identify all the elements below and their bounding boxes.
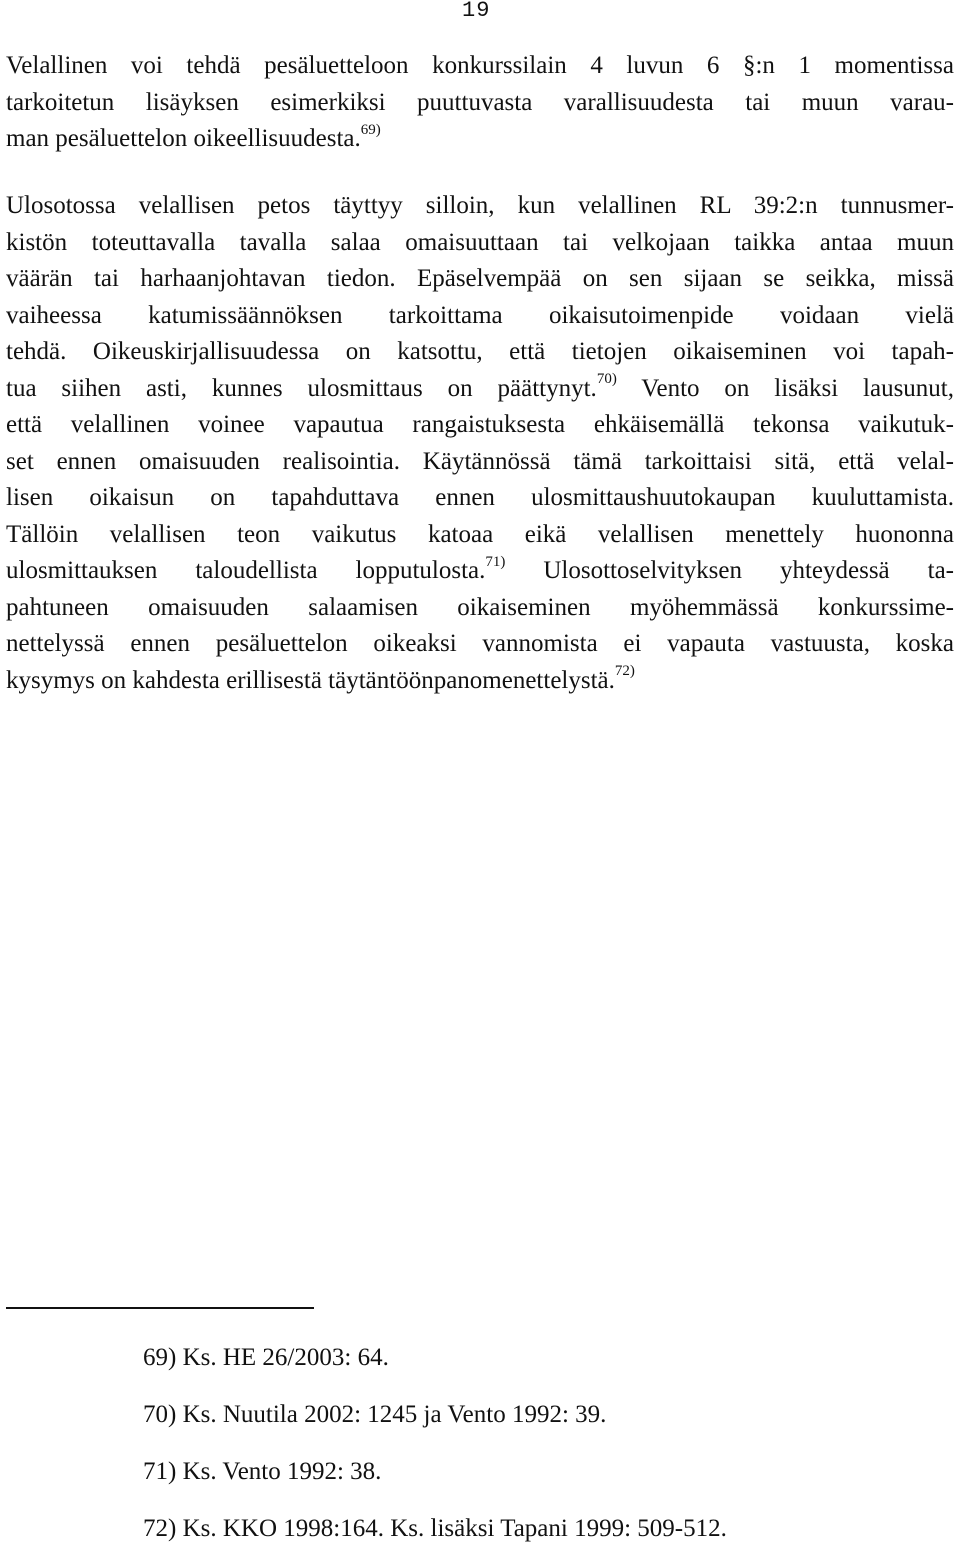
paragraph-line: tehdä. Oikeuskirjallisuudessa on katsottu, että tietojen oikaiseminen voi tapah- (6, 338, 954, 365)
footnote-ref-71[interactable]: 71) (485, 553, 506, 570)
paragraph-line: kistön toteuttavalla tavalla salaa omaisuuttaan tai velkojaan taikka antaa muun (6, 228, 954, 256)
paragraph-2 (6, 188, 954, 699)
page-number: 19 (462, 0, 491, 23)
paragraph-line: lisen oikaisun on tapahduttava ennen ulosmittaushuutokaupan kuuluttamista. (6, 484, 954, 511)
paragraph-line: että velallinen voinee vapautua rangaistuksesta ehkäisemällä tekonsa vaikutuk- (6, 411, 954, 438)
paragraph-line: Tällöin velallisen teon vaikutus katoaa eikä velallisen menettely huononna (6, 520, 954, 548)
paragraph-line: nettelyssä ennen pesäluettelon oikeaksi vannomista ei vapauta vastuusta, koska (6, 630, 954, 657)
footnote-71: 71) Ks. Vento 1992: 38. (143, 1458, 382, 1485)
footnote-70: 70) Ks. Nuutila 2002: 1245 ja Vento 1992: 39. (143, 1401, 607, 1428)
footnote-72: 72) Ks. KKO 1998:164. Ks. lisäksi Tapani 1999: 509-512. (143, 1515, 727, 1542)
paragraph-line: Ulosotossa velallisen petos täyttyy silloin, kun velallinen RL 39:2:n tunnusmer- (6, 192, 954, 219)
footnote-ref-70[interactable]: 70) (596, 371, 617, 388)
footnote-69: 69) Ks. HE 26/2003: 64. (143, 1344, 389, 1371)
paragraph-line: kysymys on kahdesta erillisestä täytäntöönpanomenettelystä.$^{72)}$ (6, 663, 635, 694)
paragraph-line: väärän tai harhaanjohtavan tiedon. Epäselvempää on sen sijaan se seikka, missä (6, 265, 954, 292)
paragraph-1 (6, 48, 954, 158)
paragraph-line: Velallinen voi tehdä pesäluetteloon konkurssilain 4 luvun 6 §:n 1 momentissa (6, 52, 954, 79)
paragraph-line: man pesäluettelon oikeellisuudesta.$^{69)}$ (6, 121, 381, 152)
paragraph-line: vaiheessa katumissäännöksen tarkoittama oikaisutoimenpide voidaan vielä (6, 301, 954, 329)
paragraph-line: set ennen omaisuuden realisointia. Käytännössä tämä tarkoittaisi sitä, että velal- (6, 447, 954, 475)
paragraph-line: tarkoitetun lisäyksen esimerkiksi puuttuvasta varallisuudesta tai muun varau- (6, 88, 954, 116)
paragraph-line: pahtuneen omaisuuden salaamisen oikaiseminen myöhemmässä konkurssime- (6, 593, 954, 621)
paragraph-line: ulosmittauksen taloudellista lopputulosta.$^{71)}$ Ulosottoselvityksen yhteydessä ta- (6, 553, 954, 584)
footnote-separator (6, 1307, 314, 1309)
footnote-ref-69[interactable]: 69) (360, 121, 381, 138)
footnote-ref-72[interactable]: 72) (614, 663, 635, 680)
paragraph-line: tua siihen asti, kunnes ulosmittaus on päättynyt.$^{70)}$ Vento on lisäksi lausunut, (6, 371, 955, 402)
